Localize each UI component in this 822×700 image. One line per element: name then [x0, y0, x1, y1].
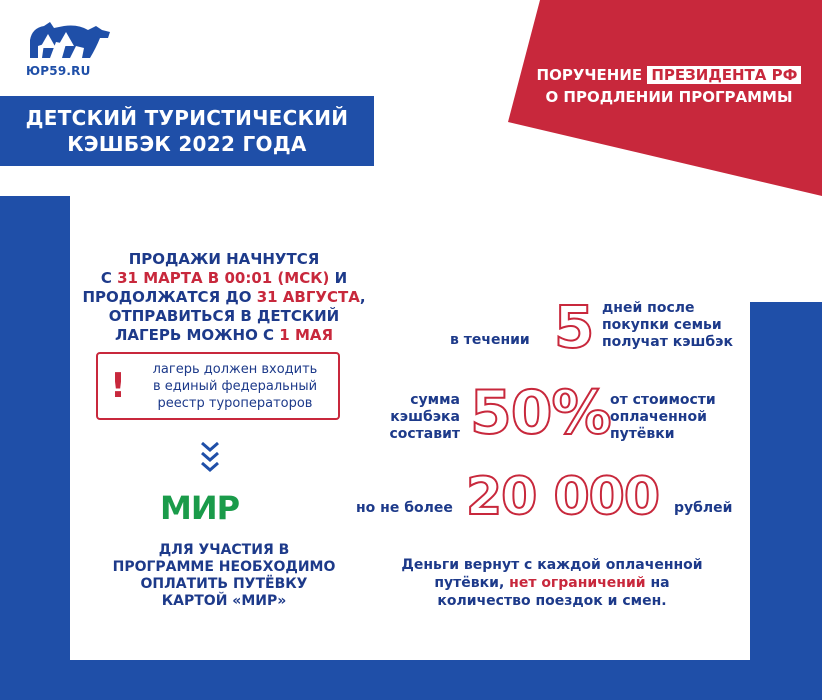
- percent-suffix-line-3: путёвки: [610, 426, 675, 442]
- percent-suffix: [610, 392, 740, 443]
- limit-prefix: но не более: [356, 500, 453, 516]
- sales-line-1: ПРОДАЖИ НАЧНУТСЯ: [128, 250, 320, 268]
- days-prefix: в течении: [450, 332, 530, 348]
- order-line-2: О ПРОДЛЕНИИ ПРОГРАММЫ: [545, 88, 793, 106]
- days-suffix: [602, 300, 742, 351]
- mir-logo: [160, 490, 270, 526]
- refund-info: [372, 556, 732, 610]
- sales-line-2: [74, 269, 374, 288]
- refund-highlight: нет ограничений: [509, 575, 646, 591]
- sales-text: ,: [359, 288, 366, 306]
- sales-line-3: [74, 288, 374, 307]
- sales-text: С: [100, 269, 112, 287]
- sales-end-date: 31 АВГУСТА: [256, 288, 360, 306]
- president-order: [528, 64, 810, 108]
- warning-line-3: реестр туроператоров: [157, 395, 313, 411]
- title-line-1: ДЕТСКИЙ ТУРИСТИЧЕСКИЙ: [25, 106, 349, 130]
- percent-prefix-line-3: составит: [389, 426, 460, 442]
- sales-info: [74, 250, 374, 345]
- days-suffix-line-3: получат кэшбэк: [602, 334, 733, 350]
- limit-value: 20 000: [466, 467, 660, 527]
- limit-suffix: рублей: [674, 500, 733, 516]
- days-suffix-line-2: покупки семьи: [602, 317, 722, 333]
- warning-box: [96, 352, 340, 420]
- party-logo: [26, 18, 114, 78]
- days-value: 5: [554, 293, 594, 361]
- refund-line-1: Деньги вернут с каждой оплаченной: [401, 557, 703, 573]
- refund-text: на: [650, 575, 670, 591]
- sales-start-date: 31 МАРТА В 00:01 (МСК): [117, 269, 330, 287]
- mir-caption-line-1: ДЛЯ УЧАСТИЯ В: [158, 542, 290, 558]
- percent-prefix-line-1: сумма: [410, 392, 460, 408]
- sales-line-5: [74, 326, 374, 345]
- percent-suffix-line-1: от стоимости: [610, 392, 716, 408]
- background-blue-bottom: [0, 660, 822, 700]
- page-title: [0, 96, 374, 166]
- percent-prefix: [378, 392, 460, 443]
- refund-text: путёвки,: [434, 575, 505, 591]
- mir-caption-line-4: КАРТОЙ «МИР»: [161, 593, 287, 609]
- days-suffix-line-1: дней после: [602, 300, 695, 316]
- order-prefix: ПОРУЧЕНИЕ: [536, 66, 643, 84]
- warning-line-2: в единый федеральный: [152, 378, 318, 394]
- refund-line-3: количество поездок и смен.: [437, 593, 667, 609]
- camp-start-date: 1 МАЯ: [279, 326, 334, 344]
- order-line-1: [528, 64, 810, 86]
- mir-logo-text: МИР: [160, 489, 240, 527]
- sales-text: ПРОДОЛЖАТСЯ ДО: [82, 288, 252, 306]
- sales-text: И: [334, 269, 348, 287]
- percent-suffix-line-2: оплаченной: [610, 409, 707, 425]
- chevron-down-icon: [196, 440, 224, 474]
- logo-text: ЮР59.RU: [26, 64, 91, 78]
- sales-text: ЛАГЕРЬ МОЖНО С: [114, 326, 275, 344]
- mir-caption: [84, 542, 364, 610]
- mir-caption-line-2: ПРОГРАММЕ НЕОБХОДИМО: [112, 559, 336, 575]
- bear-icon: [26, 18, 114, 62]
- percent-value: 50%: [470, 378, 611, 448]
- sales-line-4: ОТПРАВИТЬСЯ В ДЕТСКИЙ: [108, 307, 340, 325]
- percent-prefix-line-2: кэшбэка: [390, 409, 460, 425]
- exclamation-icon: !: [110, 366, 126, 406]
- order-highlight: ПРЕЗИДЕНТА РФ: [647, 66, 801, 84]
- mir-caption-line-3: ОПЛАТИТЬ ПУТЁВКУ: [140, 576, 308, 592]
- refund-line-2: [372, 574, 732, 592]
- warning-line-1: лагерь должен входить: [152, 361, 318, 377]
- title-line-2: КЭШБЭК 2022 ГОДА: [67, 132, 307, 156]
- warning-text: [138, 361, 338, 412]
